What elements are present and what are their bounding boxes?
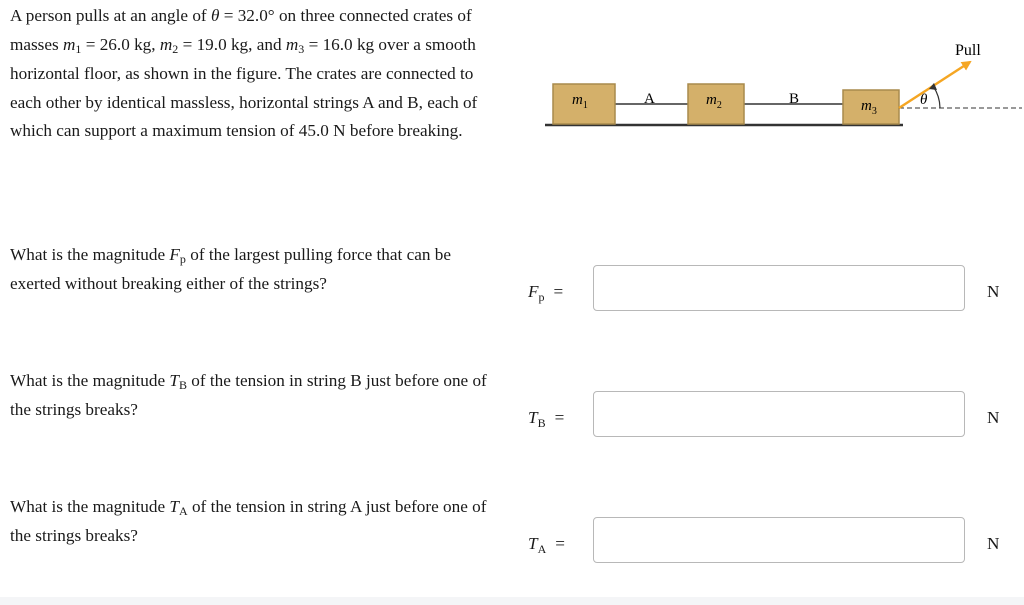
unit-label-tb: N: [987, 408, 1000, 427]
answer-label-fp: $F_p$ =: [528, 282, 564, 304]
question-tension-b: What is the magnitude TB of the tension in string B just before one of the strings breaks?: [10, 371, 487, 419]
problem-statement: A person pulls at an angle of θ = 32.0° on three connected crates of masses m1 = 26.0 kg, m2 = 19.0 kg, and m3 = 16.0 kg over a smooth horizontal floor, as shown in the figure. The crates are connected to each other by identical massless, horizontal strings A and B, each of which can support a maximum tension of 45.0 N before breaking.: [10, 6, 478, 140]
angle-label: θ: [920, 92, 928, 108]
pull-label: Pull: [955, 42, 981, 59]
crate-m1-label: $m_1$: [572, 92, 588, 111]
answer-input-ta[interactable]: [593, 517, 965, 563]
answer-label-tb: $T_B$ =: [528, 408, 565, 430]
answer-input-fp[interactable]: [593, 265, 965, 311]
question-tension-a: What is the magnitude TA of the tension in string A just before one of the strings breaks?: [10, 497, 487, 545]
crates-figure: [0, 0, 1024, 140]
string-b-label: B: [789, 91, 800, 107]
crate-m2-label: $m_2$: [706, 92, 722, 111]
unit-label-ta: N: [987, 534, 1000, 553]
answer-input-tb[interactable]: [593, 391, 965, 437]
question-force: What is the magnitude Fp of the largest pulling force that can be exerted without breaking either of the strings?: [10, 245, 451, 293]
unit-label-fp: N: [987, 282, 1000, 301]
string-a-label: A: [644, 91, 655, 107]
answer-label-ta: $T_A$ =: [528, 534, 565, 556]
crate-m3-label: $m_3$: [861, 98, 877, 117]
bottom-strip: [0, 597, 1024, 605]
